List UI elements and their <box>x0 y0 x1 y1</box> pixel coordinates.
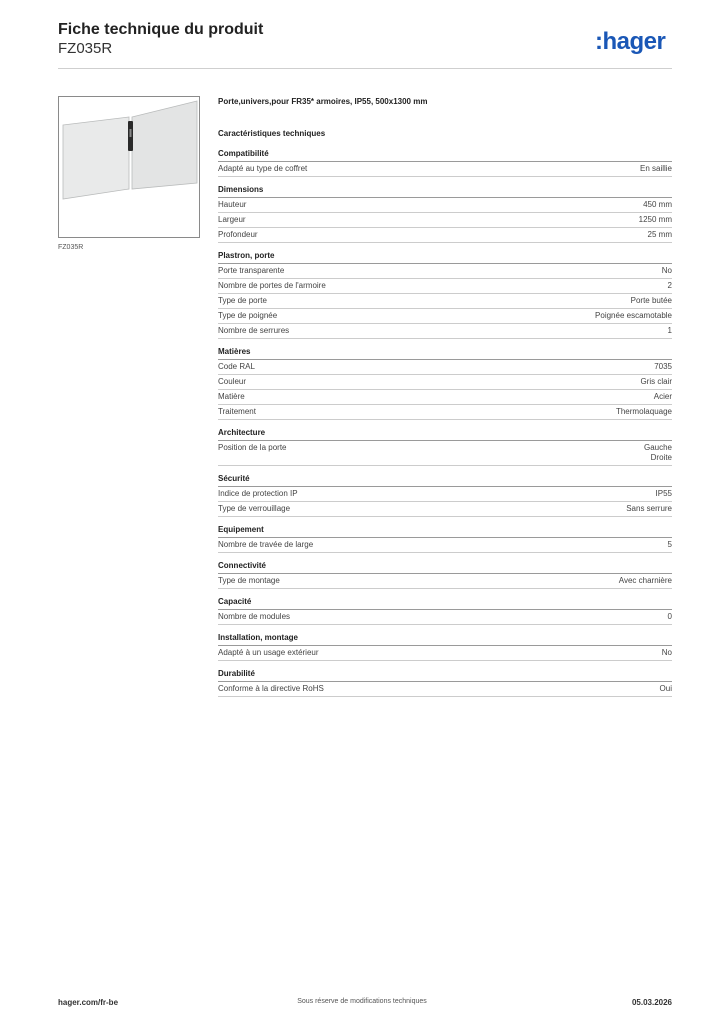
spec-section <box>218 250 672 339</box>
spec-row <box>218 487 672 502</box>
spec-value <box>668 326 672 336</box>
section-title: Architecture <box>218 427 672 441</box>
spec-row <box>218 538 672 553</box>
spec-section <box>218 346 672 420</box>
spec-row <box>218 162 672 177</box>
spec-row <box>218 375 672 390</box>
spec-column <box>218 97 672 697</box>
footer-date: 05.03.2026 <box>631 998 672 1007</box>
spec-row <box>218 682 672 697</box>
spec-row <box>218 198 672 213</box>
spec-value-line: 5 <box>667 540 672 549</box>
spec-value <box>662 648 672 658</box>
left-door-panel <box>63 117 129 199</box>
spec-value-line: Oui <box>659 684 672 693</box>
footer-website: hager.com/fr-be <box>58 998 119 1007</box>
spec-section <box>218 596 672 625</box>
spec-row <box>218 324 672 339</box>
footer-notice: Sous réserve de modifications techniques <box>297 998 427 1005</box>
spec-value <box>616 407 672 417</box>
section-title: Compatibilité <box>218 148 672 162</box>
spec-row <box>218 213 672 228</box>
spec-value <box>668 540 672 550</box>
spec-row <box>218 279 672 294</box>
spec-section <box>218 668 672 697</box>
spec-section <box>218 148 672 177</box>
spec-row <box>218 405 672 420</box>
door-illustration <box>59 97 199 237</box>
spec-value <box>656 489 672 499</box>
spec-label: Profondeur <box>218 230 258 239</box>
spec-label: Nombre de portes de l'armoire <box>218 281 326 290</box>
spec-row <box>218 228 672 243</box>
spec-value-line: 1 <box>667 326 672 335</box>
header-divider <box>58 68 672 69</box>
spec-value-line: Poignée escamotable <box>595 311 672 320</box>
spec-label: Hauteur <box>218 200 247 209</box>
spec-label: Traitement <box>218 407 256 416</box>
specs-heading: Caractéristiques techniques <box>218 129 326 138</box>
spec-row <box>218 264 672 279</box>
spec-value-line: 450 mm <box>643 200 672 209</box>
product-description: Porte,univers,pour FR35* armoires, IP55, 500x1300 mm <box>218 97 428 106</box>
spec-label: Indice de protection IP <box>218 489 298 498</box>
spec-value <box>639 215 672 225</box>
spec-value <box>654 362 672 372</box>
spec-value-line: Thermolaquage <box>615 407 672 416</box>
spec-section <box>218 184 672 243</box>
spec-value <box>619 576 672 586</box>
spec-row <box>218 646 672 661</box>
spec-value <box>648 230 672 240</box>
spec-value-line: Sans serrure <box>626 504 672 513</box>
spec-value-line: 1250 mm <box>638 215 672 224</box>
section-title: Installation, montage <box>218 632 672 646</box>
spec-value-line: Gauche <box>643 443 672 452</box>
spec-value-line: No <box>661 266 672 275</box>
product-reference: FZ035R <box>58 40 113 57</box>
spec-row <box>218 294 672 309</box>
spec-value-line: 2 <box>667 281 672 290</box>
section-title: Matières <box>218 346 672 360</box>
spec-value-line: 0 <box>667 612 672 621</box>
spec-value <box>668 281 672 291</box>
spec-label: Couleur <box>218 377 247 386</box>
spec-value-line: Gris clair <box>640 377 672 386</box>
spec-value <box>662 266 672 276</box>
spec-value-line: Droite <box>650 453 672 462</box>
section-title: Dimensions <box>218 184 672 198</box>
spec-value-line: IP55 <box>655 489 672 498</box>
spec-row <box>218 610 672 625</box>
section-title: Sécurité <box>218 473 672 487</box>
spec-row <box>218 502 672 517</box>
spec-value <box>595 311 672 321</box>
section-title: Connectivité <box>218 560 672 574</box>
spec-label: Porte transparente <box>218 266 285 275</box>
spec-label: Nombre de serrures <box>218 326 290 335</box>
spec-label: Largeur <box>218 215 246 224</box>
spec-label: Type de verrouillage <box>218 504 291 513</box>
spec-value-line: 25 mm <box>647 230 672 239</box>
right-door-panel <box>132 101 197 189</box>
spec-value <box>640 377 672 387</box>
spec-label: Type de poignée <box>218 311 278 320</box>
spec-value-line: No <box>661 648 672 657</box>
spec-section <box>218 473 672 517</box>
spec-value-line: Avec charnière <box>618 576 672 585</box>
spec-label: Type de porte <box>218 296 267 305</box>
spec-label: Position de la porte <box>218 443 287 452</box>
spec-value-line: 7035 <box>654 362 672 371</box>
spec-row <box>218 574 672 589</box>
spec-section <box>218 427 672 466</box>
spec-row <box>218 360 672 375</box>
section-title: Durabilité <box>218 668 672 682</box>
spec-label: Type de montage <box>218 576 280 585</box>
spec-label: Adapté à un usage extérieur <box>218 648 319 657</box>
spec-value <box>654 392 672 402</box>
spec-value <box>640 164 672 174</box>
page-title: Fiche technique du produit <box>58 21 264 38</box>
section-title: Equipement <box>218 524 672 538</box>
spec-value <box>668 612 672 622</box>
hager-logo: :hager <box>595 28 666 55</box>
spec-row <box>218 309 672 324</box>
spec-value <box>631 296 672 306</box>
spec-value-line: Acier <box>653 392 672 401</box>
spec-label: Code RAL <box>218 362 255 371</box>
section-title: Capacité <box>218 596 672 610</box>
spec-label: Conforme à la directive RoHS <box>218 684 324 693</box>
spec-section <box>218 560 672 589</box>
spec-value <box>660 684 672 694</box>
spec-section <box>218 632 672 661</box>
spec-value <box>644 443 672 463</box>
spec-value <box>626 504 672 514</box>
image-caption: FZ035R <box>58 244 84 251</box>
spec-sections <box>218 148 672 697</box>
spec-row <box>218 441 672 466</box>
spec-value-line: Porte butée <box>630 296 672 305</box>
spec-value <box>643 200 672 210</box>
spec-row <box>218 390 672 405</box>
spec-value-line: En saillie <box>639 164 672 173</box>
spec-section <box>218 524 672 553</box>
spec-label: Adapté au type de coffret <box>218 164 308 173</box>
product-image <box>58 96 200 238</box>
spec-label: Nombre de modules <box>218 612 291 621</box>
section-title: Plastron, porte <box>218 250 672 264</box>
spec-label: Nombre de travée de large <box>218 540 314 549</box>
spec-label: Matière <box>218 392 245 401</box>
